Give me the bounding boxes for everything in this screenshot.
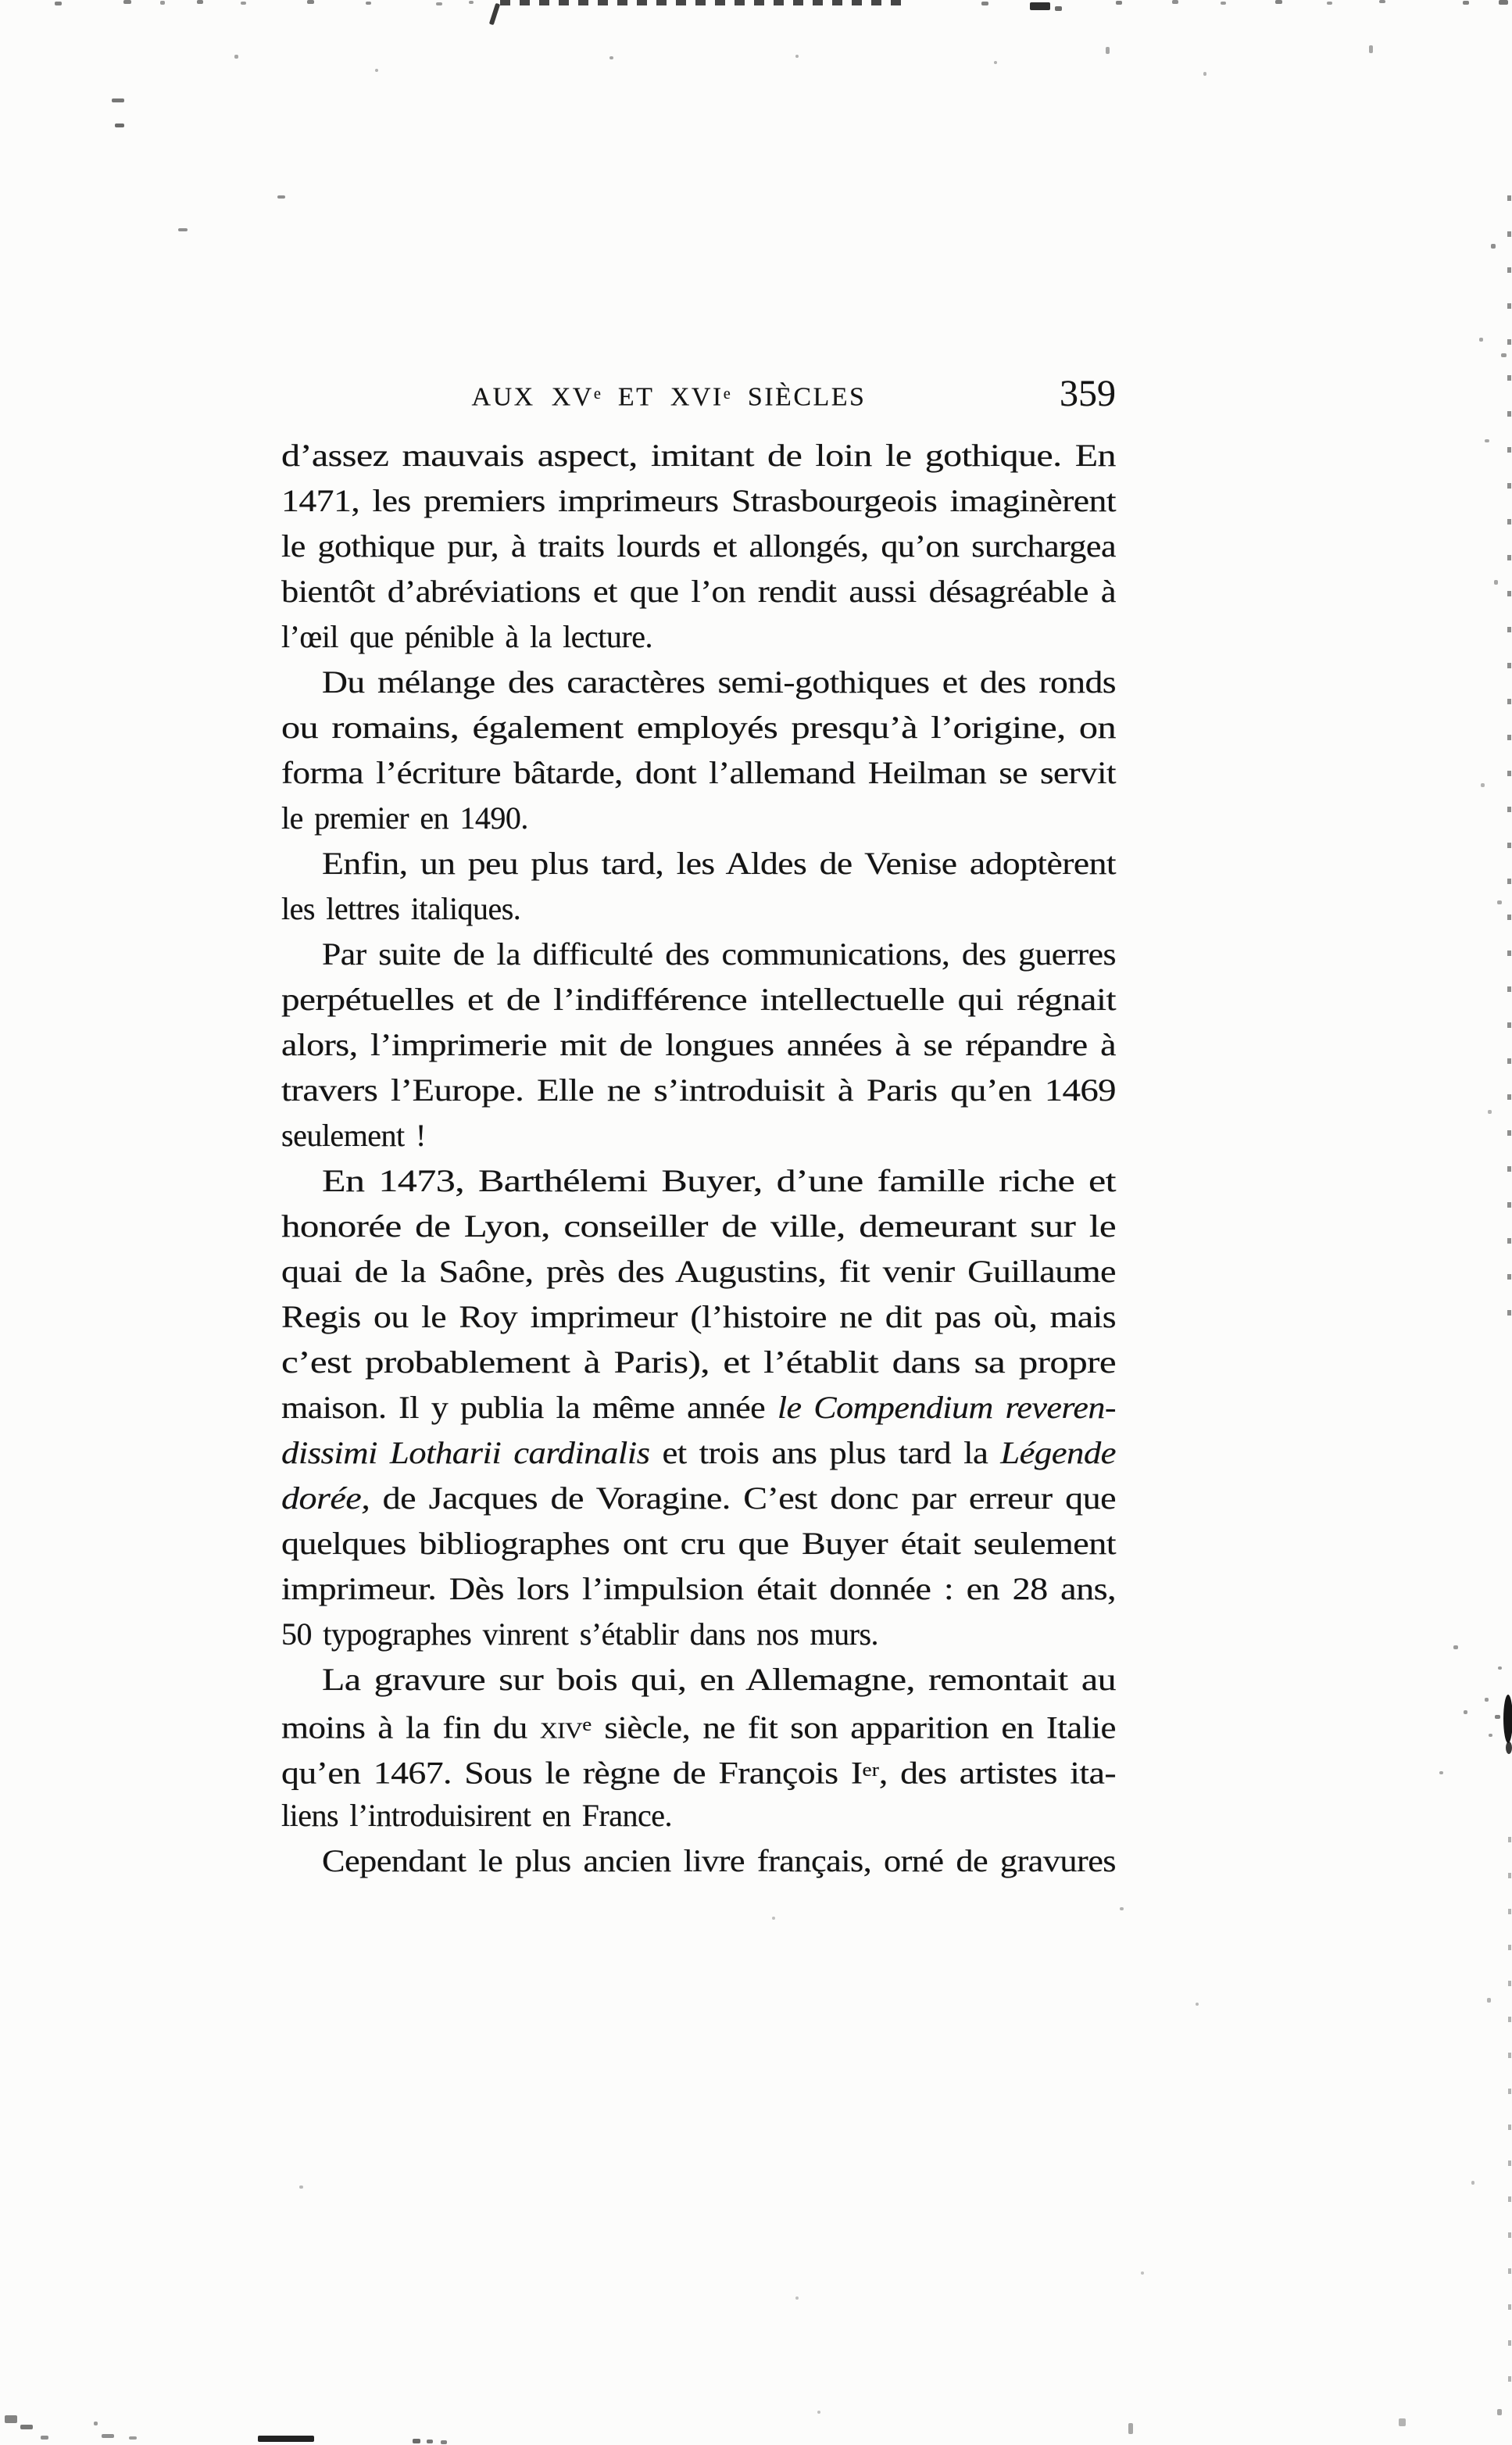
scan-speck — [1399, 2418, 1406, 2426]
paragraph — [281, 660, 1116, 841]
text-line-content — [281, 1748, 1116, 1796]
page-body — [281, 433, 1116, 1884]
scan-speck — [55, 2, 62, 5]
text-segment: Par suite de la difficulté des communications, des guerres — [322, 936, 1116, 972]
text-segment: Légende — [1000, 1435, 1116, 1470]
scan-speck — [1369, 45, 1373, 53]
text-line — [281, 569, 1116, 614]
text-segment: er — [862, 1760, 879, 1781]
text-line-content — [281, 569, 1116, 614]
scan-speck — [94, 2422, 98, 2425]
scan-speck — [469, 1, 474, 4]
text-line-content — [281, 886, 520, 932]
text-line — [281, 1385, 1116, 1430]
text-segment: quelques bibliographes ont cru que Buyer était seulement — [281, 1526, 1116, 1561]
scan-speck — [1141, 2271, 1144, 2275]
text-line — [281, 1294, 1116, 1340]
scan-speck — [1030, 2, 1050, 10]
text-line-content — [322, 660, 1116, 705]
scan-speck — [277, 195, 285, 199]
text-line — [281, 1702, 1116, 1748]
text-segment: Cependant le plus ancien livre français, orné de gravures — [322, 1843, 1116, 1878]
scan-speck — [1463, 1, 1469, 5]
text-line — [281, 1022, 1116, 1068]
scan-speck — [981, 2, 988, 5]
text-line — [281, 1838, 1116, 1884]
scan-speck — [1120, 1907, 1124, 1910]
text-line-content — [281, 705, 1116, 750]
scan-speck — [441, 2440, 447, 2444]
paragraph — [281, 841, 1116, 932]
text-line — [281, 478, 1116, 524]
scan-speck — [1172, 0, 1178, 4]
scan-speck — [160, 1, 165, 5]
running-head — [281, 373, 1116, 425]
text-segment: 50 typographes vinrent s’établir dans nos murs. — [281, 1616, 879, 1652]
text-line — [281, 841, 1116, 886]
text-line — [281, 1748, 1116, 1793]
text-segment: qu’en 1467. Sous le règne de François I — [281, 1755, 863, 1791]
scan-speck — [1128, 2423, 1133, 2434]
text-segment: 1471, les premiers imprimeurs Strasbourgeois imaginèrent — [281, 483, 1116, 518]
scan-speck — [234, 55, 238, 59]
scan-speck — [1379, 0, 1385, 3]
scan-speck — [1275, 0, 1282, 4]
paragraph — [281, 433, 1116, 660]
scan-speck — [1508, 1837, 1511, 2384]
text-line-content — [281, 1294, 1116, 1340]
text-line — [281, 1204, 1116, 1249]
scan-speck — [795, 2296, 799, 2300]
text-line — [281, 1249, 1116, 1294]
scan-speck — [366, 2, 371, 5]
scan-speck — [112, 98, 124, 102]
page-number: 359 — [1060, 373, 1116, 414]
scan-speck — [817, 2411, 820, 2414]
scan-speck — [1106, 47, 1110, 54]
text-line-content — [281, 1793, 672, 1838]
scan-speck — [772, 1917, 775, 1920]
scan-speck — [1203, 72, 1206, 76]
text-line-content — [322, 1838, 1116, 1884]
scan-speck — [1439, 1771, 1443, 1774]
text-segment: Du mélange des caractères semi-gothiques et des ronds — [322, 664, 1116, 700]
text-line-content — [281, 1521, 1116, 1566]
text-segment: forma l’écriture bâtarde, dont l’allemand Heilman se servit — [281, 755, 1116, 790]
text-line-content — [281, 750, 1116, 796]
text-segment: e — [582, 1715, 592, 1735]
scan-speck — [41, 2436, 48, 2440]
scan-speck — [1471, 2181, 1474, 2185]
scan-speck — [1499, 0, 1508, 5]
scan-speck — [1506, 1742, 1512, 1754]
text-line — [281, 1612, 1116, 1657]
scan-speck — [413, 2439, 420, 2443]
scan-speck — [489, 3, 500, 25]
text-line-content — [322, 1158, 1116, 1204]
text-line-content — [281, 1476, 1116, 1521]
scan-speck — [500, 0, 903, 5]
scan-speck — [115, 124, 124, 127]
scan-speck — [1453, 1645, 1458, 1649]
scan-speck — [5, 2415, 17, 2423]
text-line-content — [322, 1657, 1116, 1702]
text-segment: le Compendium reveren- — [777, 1390, 1116, 1425]
scan-speck — [178, 228, 188, 231]
scan-speck — [1221, 2, 1226, 5]
text-segment: bientôt d’abréviations et que l’on rendit aussi désagréable à — [281, 574, 1116, 609]
scan-speck — [436, 2, 442, 5]
text-segment: En 1473, Barthélemi Buyer, d’une famille riche et — [322, 1163, 1116, 1198]
text-segment: quai de la Saône, près des Augustins, fit venir Guillaume — [281, 1254, 1116, 1289]
superscript-e: e — [593, 385, 602, 403]
text-line — [281, 1566, 1116, 1612]
scan-speck — [994, 61, 997, 64]
text-line — [281, 660, 1116, 705]
scan-speck — [1507, 195, 1511, 1329]
scan-speck — [1489, 1734, 1492, 1737]
scan-speck — [375, 69, 378, 72]
text-line-content — [281, 1340, 1116, 1385]
text-segment: le gothique pur, à traits lourds et allongés, qu’on surchargea — [281, 528, 1116, 564]
text-line-content — [281, 1068, 1116, 1113]
scan-speck — [1494, 580, 1498, 585]
scan-speck — [307, 0, 314, 4]
scan-speck — [427, 2440, 433, 2443]
text-line — [281, 1476, 1116, 1521]
scan-speck — [1487, 1998, 1491, 2003]
text-segment: et trois ans plus tard la — [649, 1435, 1001, 1470]
text-line-content — [281, 1022, 1116, 1068]
scan-speck — [1503, 1695, 1512, 1743]
text-segment: travers l’Europe. Elle ne s’introduisit à Paris qu’en 1469 — [281, 1072, 1116, 1108]
text-segment: La gravure sur bois qui, en Allemagne, remontait au — [322, 1662, 1116, 1697]
text-line — [281, 524, 1116, 569]
scan-speck — [129, 2436, 137, 2440]
text-line-content — [281, 1430, 1116, 1476]
text-segment: dissimi Lotharii cardinalis — [281, 1435, 650, 1470]
text-segment: , des artistes ita- — [878, 1755, 1116, 1791]
scan-speck — [102, 2434, 114, 2438]
text-line-content — [281, 977, 1116, 1022]
text-line — [281, 433, 1116, 478]
scan-speck — [1481, 783, 1485, 787]
superscript-e: e — [723, 385, 731, 403]
paragraph — [281, 932, 1116, 1158]
paragraph — [281, 1657, 1116, 1838]
text-segment: liens l’introduisirent en France. — [281, 1798, 672, 1833]
text-segment: c’est probablement à Paris), et l’établit dans sa propre — [281, 1344, 1116, 1380]
text-line-content — [281, 796, 528, 841]
text-line-content — [281, 1249, 1116, 1294]
scan-speck — [1479, 338, 1483, 342]
text-line-content — [281, 1204, 1116, 1249]
text-segment: siècle, ne fit son apparition en Italie — [592, 1709, 1116, 1745]
text-segment: les lettres italiques. — [281, 891, 521, 926]
text-line-content — [281, 1702, 1116, 1751]
scan-speck — [1485, 1698, 1489, 1702]
text-segment: dorée, — [281, 1480, 370, 1516]
scan-speck — [197, 0, 203, 4]
scan-speck — [795, 55, 799, 58]
scan-speck — [1497, 2409, 1502, 2415]
running-head-text: SIÈCLES — [731, 382, 867, 412]
scan-speck — [1497, 900, 1502, 904]
running-head-title — [252, 378, 1086, 413]
text-segment: honorée de Lyon, conseiller de ville, demeurant sur le — [281, 1208, 1116, 1244]
text-line — [281, 705, 1116, 750]
text-line — [281, 1113, 1116, 1158]
text-segment: l’œil que pénible à la lecture. — [281, 619, 652, 654]
scan-speck — [1488, 1110, 1492, 1114]
text-segment: alors, l’imprimerie mit de longues années à se répandre à — [281, 1027, 1116, 1062]
text-line-content — [281, 1385, 1116, 1430]
text-segment: xiv — [539, 1709, 583, 1745]
scan-speck — [1491, 244, 1496, 249]
scan-speck — [1495, 1715, 1500, 1719]
text-line-content — [281, 1566, 1116, 1612]
text-segment: seulement ! — [281, 1118, 426, 1153]
text-segment: moins à la fin du — [281, 1709, 540, 1745]
text-line-content — [281, 614, 652, 660]
text-segment: ou romains, également employés presqu’à l’origine, on — [281, 710, 1116, 745]
running-head-text: ET XVI — [601, 382, 724, 412]
text-line-content — [281, 433, 1116, 478]
text-line — [281, 1068, 1116, 1113]
scan-speck — [299, 2185, 303, 2189]
text-line — [281, 1657, 1116, 1702]
scan-speck — [609, 56, 613, 59]
text-line — [281, 1793, 1116, 1838]
text-line — [281, 796, 1116, 841]
text-line — [281, 1430, 1116, 1476]
text-line-content — [281, 478, 1116, 524]
running-head-text: AUX XV — [471, 382, 594, 412]
text-line — [281, 1521, 1116, 1566]
text-line-content — [281, 524, 1116, 569]
scan-speck — [241, 2, 246, 5]
text-line-content — [281, 1612, 878, 1657]
text-segment: d’assez mauvais aspect, imitant de loin le gothique. En — [281, 438, 1116, 473]
text-segment: de Jacques de Voragine. C’est donc par erreur que — [370, 1480, 1116, 1516]
text-line — [281, 932, 1116, 977]
text-segment: Enfin, un peu plus tard, les Aldes de Venise adoptèrent — [322, 846, 1116, 881]
text-line — [281, 977, 1116, 1022]
text-segment: Regis ou le Roy imprimeur (l’histoire ne dit pas où, mais — [281, 1299, 1116, 1334]
text-line-content — [322, 841, 1116, 886]
scan-speck — [1116, 1, 1122, 5]
text-line — [281, 750, 1116, 796]
text-segment: imprimeur. Dès lors l’impulsion était donnée : en 28 ans, — [281, 1571, 1116, 1606]
scan-speck — [1501, 353, 1507, 357]
scan-speck — [1464, 1710, 1467, 1714]
text-line — [281, 1340, 1116, 1385]
text-line — [281, 886, 1116, 932]
text-line-content — [281, 1113, 426, 1158]
scan-speck — [20, 2425, 33, 2429]
text-line-content — [322, 932, 1116, 977]
paragraph — [281, 1838, 1116, 1884]
text-segment: perpétuelles et de l’indifférence intellectuelle qui régnait — [281, 982, 1116, 1017]
scan-speck — [1196, 2003, 1199, 2006]
scan-speck — [1498, 1666, 1502, 1670]
scan-speck — [1327, 2, 1332, 5]
scan-speck — [258, 2436, 314, 2442]
scan-speck — [123, 0, 131, 4]
scan-speck — [1485, 439, 1489, 442]
paragraph — [281, 1158, 1116, 1657]
scan-speck — [1055, 6, 1062, 11]
text-segment: le premier en 1490. — [281, 800, 528, 836]
text-line — [281, 614, 1116, 660]
text-line — [281, 1158, 1116, 1204]
text-segment: maison. Il y publia la même année — [281, 1390, 777, 1425]
